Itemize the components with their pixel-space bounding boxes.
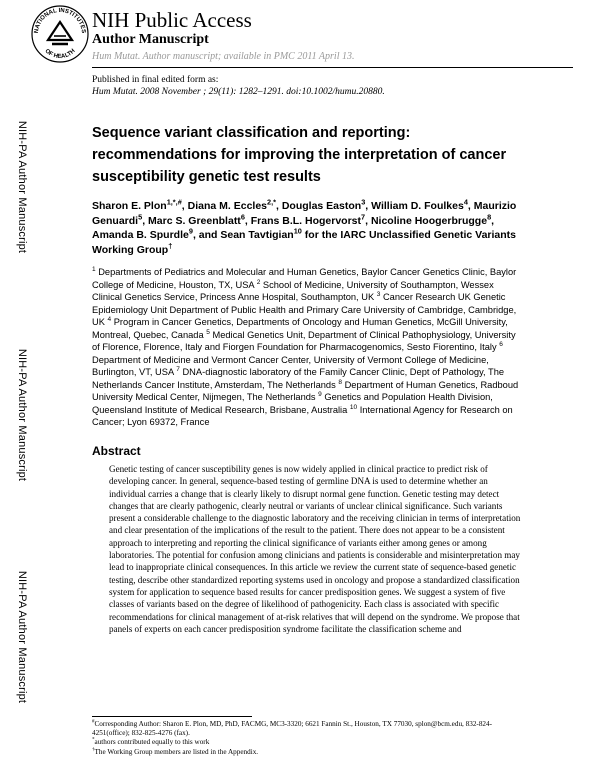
author-name: Marc S. Greenblatt — [148, 214, 241, 227]
working-group: for the IARC Unclassified Genetic Variants Working Group — [92, 229, 517, 256]
author-name: William D. Foulkes — [371, 200, 464, 212]
abstract-text: Genetic testing of cancer susceptibility genes is now widely applied in clinical practice to predict risk of developing cancer. In general, sequence-based testing of germline DNA is used to determine whether an individual carries a change that is clearly likely to disrupt normal gene function. Genetic testing may detect changes that are clearly pathogenic, clearly neutral or variants of unclear clinical significance. Such variants present a considerable challenge to the diagnostic laboratory and the receiving clinician in terms of interpretation and clear presentation of the implications of the result to the patient. There does not appear to be a consistent approach to interpreting and reporting the clinical significance of variants either among genes or among laboratories. The potential for confusion among clinicians and patients is considerable and misinterpretation may lead to inappropriate clinical consequences. In this article we review the current state of sequence-based genetic testing, describe other standardized reporting systems used in oncology and propose a standardized classification system for application to sequence based results for cancer predisposition genes. We suggest a system of five classes of variants based on the degree of likelihood of pathogenicity. Each class is associated with specific recommendations for clinical management of at-risk relatives that will depend on the syndrome. We propose that panels of experts on each cancer predisposition syndrome facilitate the classification scheme and — [109, 464, 521, 634]
author-name: Douglas Easton — [281, 200, 362, 212]
affiliation-text: International Agency for Research on Cancer; Lyon 69372, France — [92, 404, 513, 427]
affiliation-text: DNA-diagnostic laboratory of the Family Cancer Clinic, Dept of Pathology, The Netherlands Cancer Institute, Amsterdam, The Netherlands — [92, 367, 505, 390]
article-title: Sequence variant classification and reporting: recommendations for improving the interpretation of cancer susceptibility genetic test results — [92, 125, 507, 185]
sidebar-label-3 — [15, 522, 29, 752]
author-name: Amanda B. Spurdle — [92, 229, 189, 241]
affiliation-text: Program in Cancer Genetics, Departments of Oncology and Human Genetics, McGill University, Montreal, Quebec, Canada — [92, 317, 508, 340]
author-list: Sharon E. Plon$^{1,*,\#}$, Diana M. Eccles$^{2,*}$, Douglas Easton$^3$, William D. Foulkes$^4$, Maurizio Genuardi$^5$, Marc S. Greenblatt$^6$, Frans B.L. Hogervorst$^7$, Nicoline Hoogerbrugge$^8$, Amanda B. Spurdle$^9$, and Sean Tavtigian$^{10}$ for the IARC Unclassified Genetic Variants Working Group† — [92, 197, 517, 256]
header-divider — [92, 67, 573, 68]
author-name: Frans B.L. Hogervorst — [250, 214, 362, 227]
author-affil-mark: 10 — [293, 226, 302, 236]
affiliation-text: Genetics and Population Health Division, Queensland Institute of Medical Research, Brisbane, Australia — [92, 392, 493, 415]
author-affil-mark: 3 — [361, 197, 366, 207]
affiliation-text: Department of Medicine and Vermont Cancer Center, University of Vermont College of Medicine, Burlington, VT, USA — [92, 354, 489, 377]
author-affil-mark: 9 — [188, 226, 193, 236]
affiliation-number: 3 — [376, 290, 381, 298]
footnote-text: The Working Group members are listed in the Appendix. — [94, 747, 259, 756]
affiliation-text: Department of Human Genetics, Radboud University Medical Center, Nijmegen, The Netherlands — [92, 379, 519, 402]
affiliation-text: Departments of Pediatrics and Molecular and Human Genetics, Baylor Cancer Genetics Clinic, Baylor College of Medicine, Houston, TX, USA — [92, 267, 517, 290]
affiliation-number: 5 — [206, 328, 210, 336]
sidebar-text-1: NIH-PA Author Manuscript — [16, 120, 28, 254]
footnote — [92, 720, 517, 738]
footnote — [92, 748, 517, 757]
author-name: Sharon E. Plon — [92, 200, 167, 212]
nih-logo — [30, 4, 90, 64]
affiliation-text: Medical Genetics Unit, Department of Clinical Pathophysiology, University of Florence, Florence, Italy and Fiorgen Foundation for Pharmacogenomics, Sesto Fiorentino, Italy — [92, 329, 516, 352]
footnote-text: authors contributed equally to this work — [94, 738, 210, 747]
footnotes — [92, 720, 517, 757]
author-affil-mark: 7 — [361, 212, 366, 221]
affiliation-number: 1 — [92, 265, 96, 273]
author-manuscript-label: Author Manuscript — [92, 32, 209, 47]
footnote-divider — [92, 716, 252, 717]
author-affil-mark: 6 — [240, 212, 245, 221]
working-group-mark: † — [168, 241, 173, 250]
citation-text: Hum Mutat. 2008 November ; 29(11): 1282–1291. doi:10.1002/humu.20880. — [92, 87, 385, 97]
footnote — [92, 738, 517, 747]
published-in-label: Published in final edited form as: — [92, 75, 219, 85]
affiliation-number: 6 — [499, 340, 503, 348]
sidebar-text-3: NIH-PA Author Manuscript — [16, 570, 28, 704]
affiliation-number: 7 — [176, 365, 180, 373]
affiliation-number: 8 — [338, 378, 342, 386]
affiliation-number: 2 — [256, 278, 261, 286]
footnote-mark: # — [92, 719, 95, 725]
sidebar-label-1 — [15, 72, 29, 302]
author-affil-mark: 2,* — [267, 197, 276, 207]
author-affil-mark: 5 — [138, 212, 143, 221]
author-affil-mark: 8 — [487, 212, 492, 221]
affiliation-number: 10 — [349, 403, 358, 411]
nih-public-access-title: NIH Public Access — [92, 8, 252, 32]
affiliation-text: Cancer Research UK Genetic Epidemiology Unit Department of Public Health and Primary Care University of Cambridge, Cambridge, UK — [92, 292, 517, 327]
author-affil-mark: 1,*,# — [166, 197, 182, 207]
footnote-mark: † — [92, 747, 95, 753]
affiliations — [92, 266, 522, 429]
author-name: Sean Tavtigian — [220, 229, 294, 241]
footnote-text: Corresponding Author: Sharon E. Plon, MD, PhD, FACMG, MC3-3320; 6621 Fannin St., Houston, TX 77030, splon@bcm.edu, 832-824-4251(office); 832-825-4276 (fax). — [92, 720, 492, 738]
affiliation-number: 9 — [318, 390, 322, 398]
sidebar-label-2 — [15, 300, 29, 530]
author-name: Nicoline Hoogerbrugge — [370, 214, 488, 227]
availability-line: Hum Mutat. Author manuscript; available in PMC 2011 April 13. — [92, 51, 355, 62]
abstract-heading: Abstract — [92, 444, 141, 458]
logo-text-top: NATIONAL INSTITUTES — [33, 7, 87, 34]
author-affil-mark: 4 — [463, 197, 468, 207]
sidebar-text-2: NIH-PA Author Manuscript — [16, 348, 28, 482]
citation-line — [92, 86, 385, 98]
logo-text-bottom: OF HEALTH — [43, 48, 77, 61]
author-name: Maurizio Genuardi — [92, 200, 517, 227]
affiliation-number: 4 — [107, 315, 112, 323]
svg-text:OF HEALTH — [43, 48, 76, 60]
footnote-mark: * — [92, 738, 95, 744]
author-name: Diana M. Eccles — [187, 200, 268, 212]
affiliation-text: School of Medicine, University of Southampton, Wessex Clinical Genetics Service, Princess Anne Hospital, Southampton, UK — [92, 279, 494, 302]
